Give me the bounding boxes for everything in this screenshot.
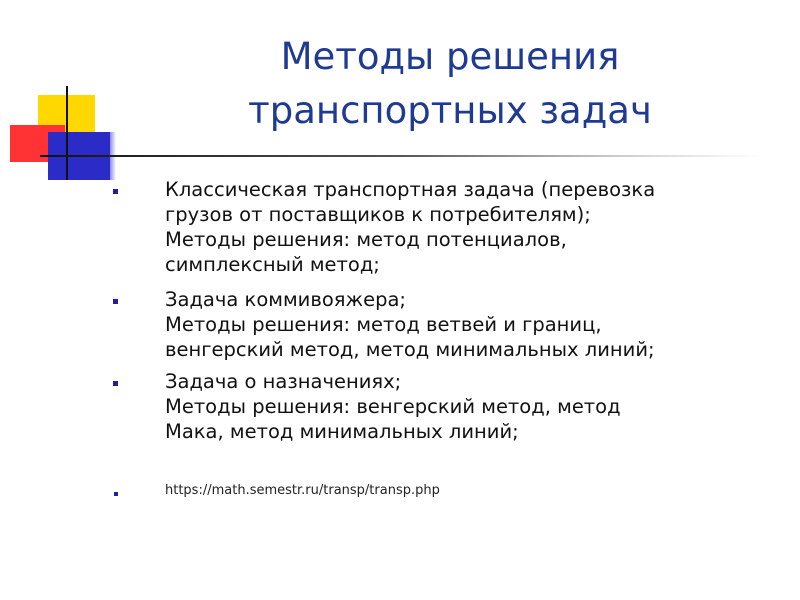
title-line-1: Методы решения <box>280 35 620 78</box>
decorative-vertical-line <box>66 86 68 180</box>
list-item-line: грузов от поставщиков к потребителям); <box>165 203 591 226</box>
list-item-line: Мака, метод минимальных линий; <box>165 420 519 443</box>
list-item-line: Методы решения: метод ветвей и границ, <box>165 313 602 336</box>
title-divider-line <box>40 155 760 157</box>
list-item-line: венгерский метод, метод минимальных линий; <box>165 338 655 361</box>
list-item <box>165 369 765 444</box>
source-link[interactable]: https://math.semestr.ru/transp/transp.php <box>165 483 440 498</box>
list-item-line: Классическая транспортная задача (перевозка <box>165 178 656 201</box>
list-item <box>165 287 765 362</box>
bullet-marker <box>114 492 118 496</box>
slide-title <box>130 30 770 138</box>
list-item-line: Задача о назначениях; <box>165 370 402 393</box>
bullet-marker <box>113 189 118 194</box>
list-item-line: Методы решения: метод потенциалов, <box>165 228 567 251</box>
bullet-marker <box>113 299 118 304</box>
bullet-marker <box>113 381 118 386</box>
list-item-line: симплексный метод; <box>165 253 380 276</box>
list-item-line: Задача коммивояжера; <box>165 288 406 311</box>
title-line-2: транспортных задач <box>248 89 652 132</box>
list-item <box>165 177 765 277</box>
list-item-line: Методы решения: венгерский метод, метод <box>165 395 621 418</box>
